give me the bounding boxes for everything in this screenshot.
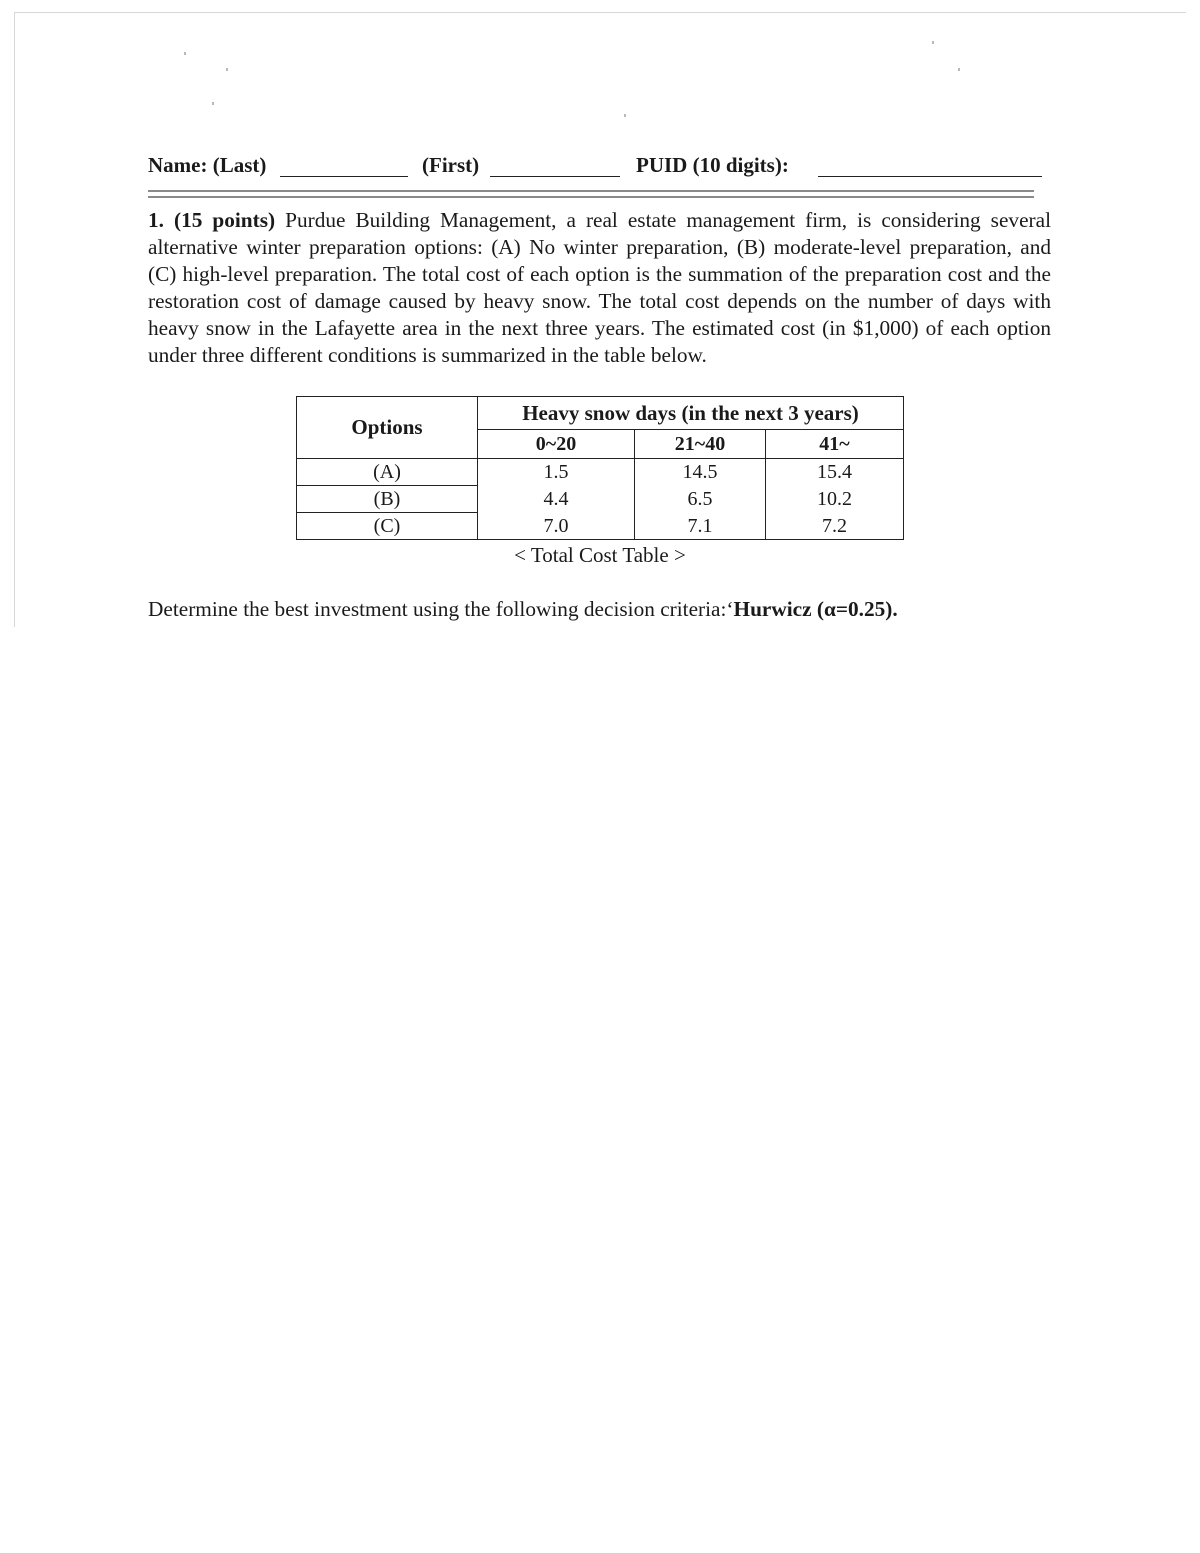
page-edge-left [14,12,15,627]
cost-cell: 14.5 [635,459,766,486]
cost-cell: 7.1 [635,513,766,540]
puid-label: PUID (10 digits): [636,153,789,177]
column-header-41: 41~ [766,430,904,459]
instruction-text: Determine the best investment using the following decision criteria: [148,597,727,621]
table-row [297,486,904,513]
scan-speck [958,68,960,71]
cost-cell: 6.5 [635,486,766,513]
total-cost-table [296,396,904,540]
header-divider [148,190,1034,198]
table-row [297,459,904,486]
cost-cell: 4.4 [478,486,635,513]
option-label: (C) [297,513,478,540]
column-header-21-40: 21~40 [635,430,766,459]
cost-cell: 7.2 [766,513,904,540]
scan-speck [212,102,214,105]
scan-speck [184,52,186,55]
instruction-line [148,597,898,622]
question-1 [148,207,1051,369]
first-name-label: (First) [422,153,480,177]
cost-cell: 10.2 [766,486,904,513]
options-header: Options [297,397,478,459]
column-header-0-20: 0~20 [478,430,635,459]
table-row [297,513,904,540]
option-label: (B) [297,486,478,513]
page-edge-top [14,12,1186,13]
question-text: Purdue Building Management, a real estate management firm, is considering several alternative winter preparation options: (A) No winter preparation, (B) moderate-level preparation, and (C) high-level preparation. The total cost of each option is the summation of the preparation cost and the restoration cost of damage caused by heavy snow. The total cost depends on the number of days with heavy snow in the Lafayette area in the next three years. The estimated cost (in $1,000) of each option under three different conditions is summarized in the table below. [148,208,1051,367]
cost-cell: 7.0 [478,513,635,540]
question-number: 1. [148,208,164,232]
heavy-snow-days-header: Heavy snow days (in the next 3 years) [478,397,904,430]
puid-blank[interactable] [818,176,1042,177]
option-label: (A) [297,459,478,486]
scan-speck [932,41,934,44]
last-name-label: Name: (Last) [148,153,267,177]
scan-speck [624,114,626,117]
student-info-row [148,153,1048,183]
instruction-mark: ‘ [726,597,734,621]
table-caption: < Total Cost Table > [514,543,686,567]
scan-speck [226,68,228,71]
cost-cell: 1.5 [478,459,635,486]
first-name-blank[interactable] [490,176,620,177]
question-points: (15 points) [173,208,276,232]
hurwicz-criterion: Hurwicz (α=0.25). [733,597,898,621]
cost-cell: 15.4 [766,459,904,486]
last-name-blank[interactable] [280,176,408,177]
